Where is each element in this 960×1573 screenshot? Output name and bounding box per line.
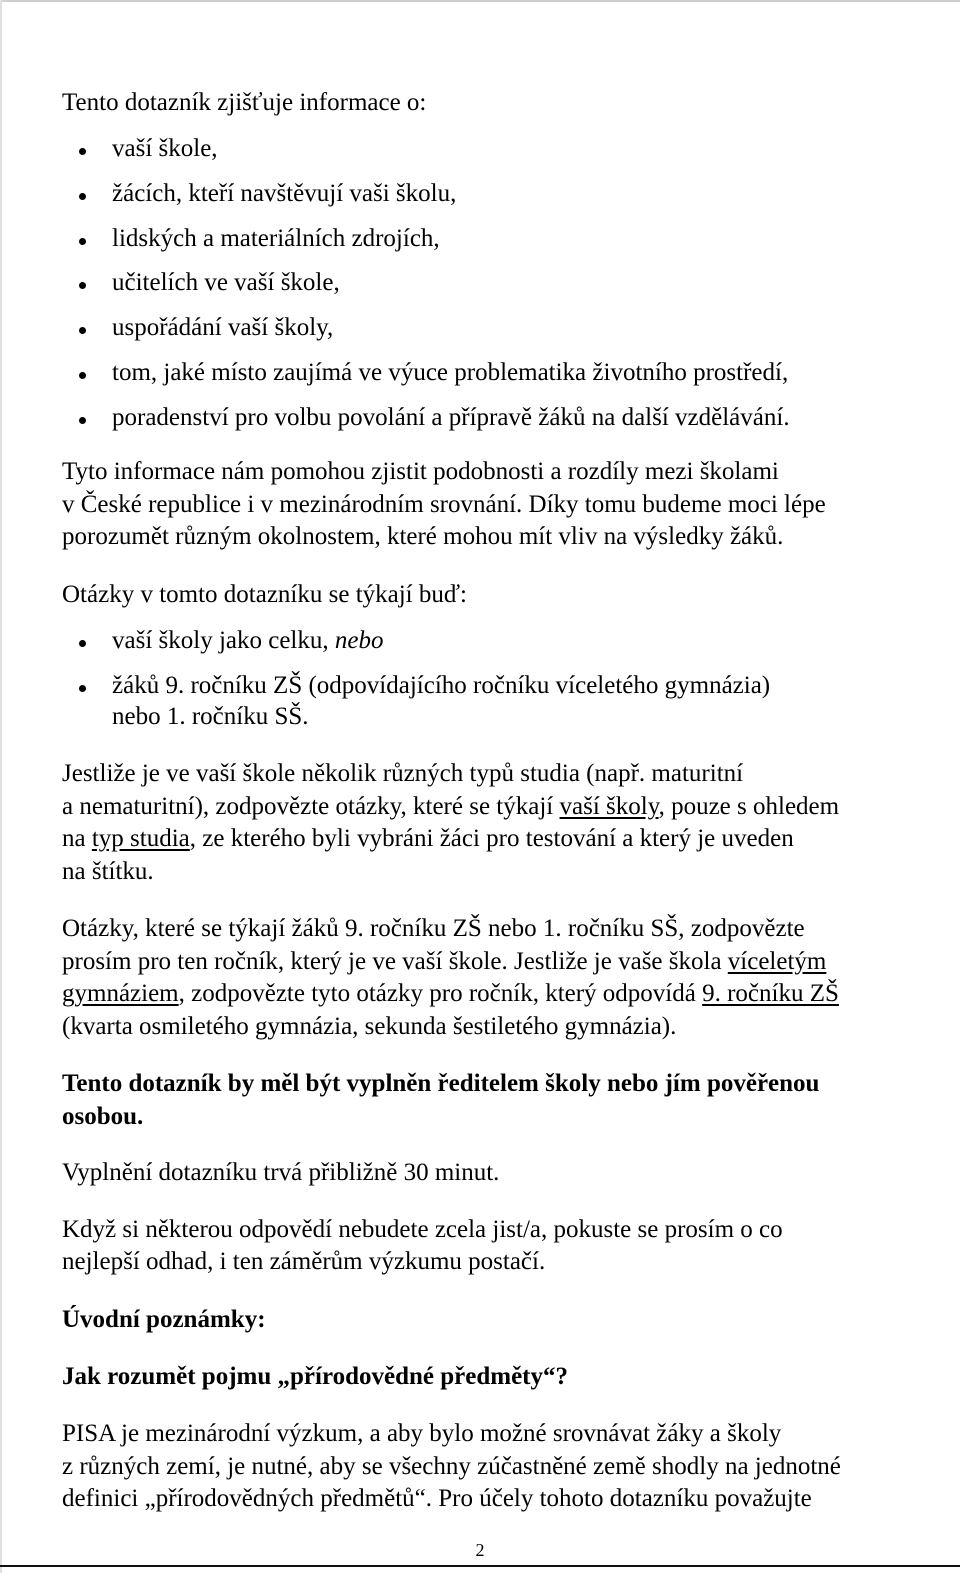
text-run: , ze kterého byli vybráni žáci pro testování a který je uveden [189,825,794,852]
paragraph-line: definici „přírodovědných předmětů“. Pro účely tohoto dotazníku považujte [62,1485,812,1512]
intro-text: Tento dotazník zjišťuje informace o: [62,89,427,116]
paragraph-line: Otázky, které se týkají žáků 9. ročníku ZŠ nebo 1. ročníku SŠ, zodpovězte [62,915,805,942]
scope-item-text: vaší školy jako celku, [112,627,335,654]
paragraph-line [62,823,794,856]
paragraph-line: v České republice i v mezinárodním srovnání. Díky tomu budeme moci lépe [62,491,826,518]
list-item: lidských a materiálních zdrojích, [112,225,440,252]
paragraph-line: PISA je mezinárodní výzkum, a aby bylo možné srovnávat žáky a školy [62,1420,782,1447]
duration-text: Vyplnění dotazníku trvá přibližně 30 minut. [62,1159,500,1186]
list-item: žáků 9. ročníku ZŠ (odpovídajícího ročníku víceletého gymnázia) [112,672,771,699]
underlined-text: 9. ročníku ZŠ [702,980,839,1007]
list-item: uspořádání vaší školy, [112,314,334,341]
page-top-border [0,0,960,2]
scope-intro: Otázky v tomto dotazníku se týkají buď: [62,581,467,608]
underlined-text: vaší školy [559,793,659,820]
list-item: tom, jaké místo zaujímá ve výuce problematika životního prostředí, [112,359,789,386]
paragraph-line: (kvarta osmiletého gymnázia, sekunda šestiletého gymnázia). [62,1013,677,1040]
text-run: a nematuritní), zodpovězte otázky, které se týkají [62,793,560,820]
heading-subjects: Jak rozumět pojmu „přírodovědné předměty“? [62,1363,568,1390]
underlined-text: typ studia [91,825,190,852]
bullet-icon [79,193,86,200]
paragraph-line [62,946,826,979]
bullet-icon [79,238,86,245]
underlined-text: víceletým [727,948,827,975]
list-item: vaší škole, [112,135,218,162]
text-run: prosím pro ten ročník, který je ve vaší škole. Jestliže je vaše škola [62,948,728,975]
bold-line: Tento dotazník by měl být vyplněn ředitelem školy nebo jím pověřenou [62,1070,820,1097]
paragraph-line: Když si některou odpovědí nebudete zcela jist/a, pokuste se prosím o co [62,1216,783,1243]
paragraph-line [62,978,839,1011]
paragraph-line: Tyto informace nám pomohou zjistit podobnosti a rozdíly mezi školami [62,458,779,485]
bullet-icon [79,282,86,289]
list-item-continuation: nebo 1. ročníku SŠ. [112,703,309,730]
list-item: poradenství pro volbu povolání a přípravě žáků na další vzdělávání. [112,404,790,431]
paragraph-line: nejlepší odhad, i ten záměrům výzkumu postačí. [62,1248,546,1275]
scope-item-italic: nebo [334,627,384,654]
paragraph-line: na štítku. [62,858,154,885]
paragraph-line: Jestliže je ve vaší škole několik různých typů studia (např. maturitní [62,760,744,787]
bullet-icon [79,148,86,155]
list-item: žácích, kteří navštěvují vaši školu, [112,180,457,207]
bullet-icon [79,417,86,424]
text-run: , pouze s ohledem [658,793,840,820]
underlined-text: gymnáziem [62,980,179,1007]
text-run: na [62,825,92,852]
page-number: 2 [475,1540,485,1560]
text-run: , zodpovězte tyto otázky pro ročník, který odpovídá [178,980,703,1007]
paragraph-line: porozumět různým okolnostem, které mohou mít vliv na výsledky žáků. [62,523,784,550]
bullet-icon [79,372,86,379]
paragraph-line: z různých zemí, je nutné, aby se všechny zúčastněné země shodly na jednotné [62,1453,841,1480]
bullet-icon [79,685,86,692]
list-item: učitelích ve vaší škole, [112,269,340,296]
bullet-icon [79,640,86,647]
paragraph-line [62,791,839,824]
bold-line: osobou. [62,1103,144,1130]
page-bottom-border [0,1565,960,1567]
heading-notes: Úvodní poznámky: [62,1306,266,1333]
list-item [112,626,384,656]
bullet-icon [79,327,86,334]
page-left-border [0,0,2,1573]
